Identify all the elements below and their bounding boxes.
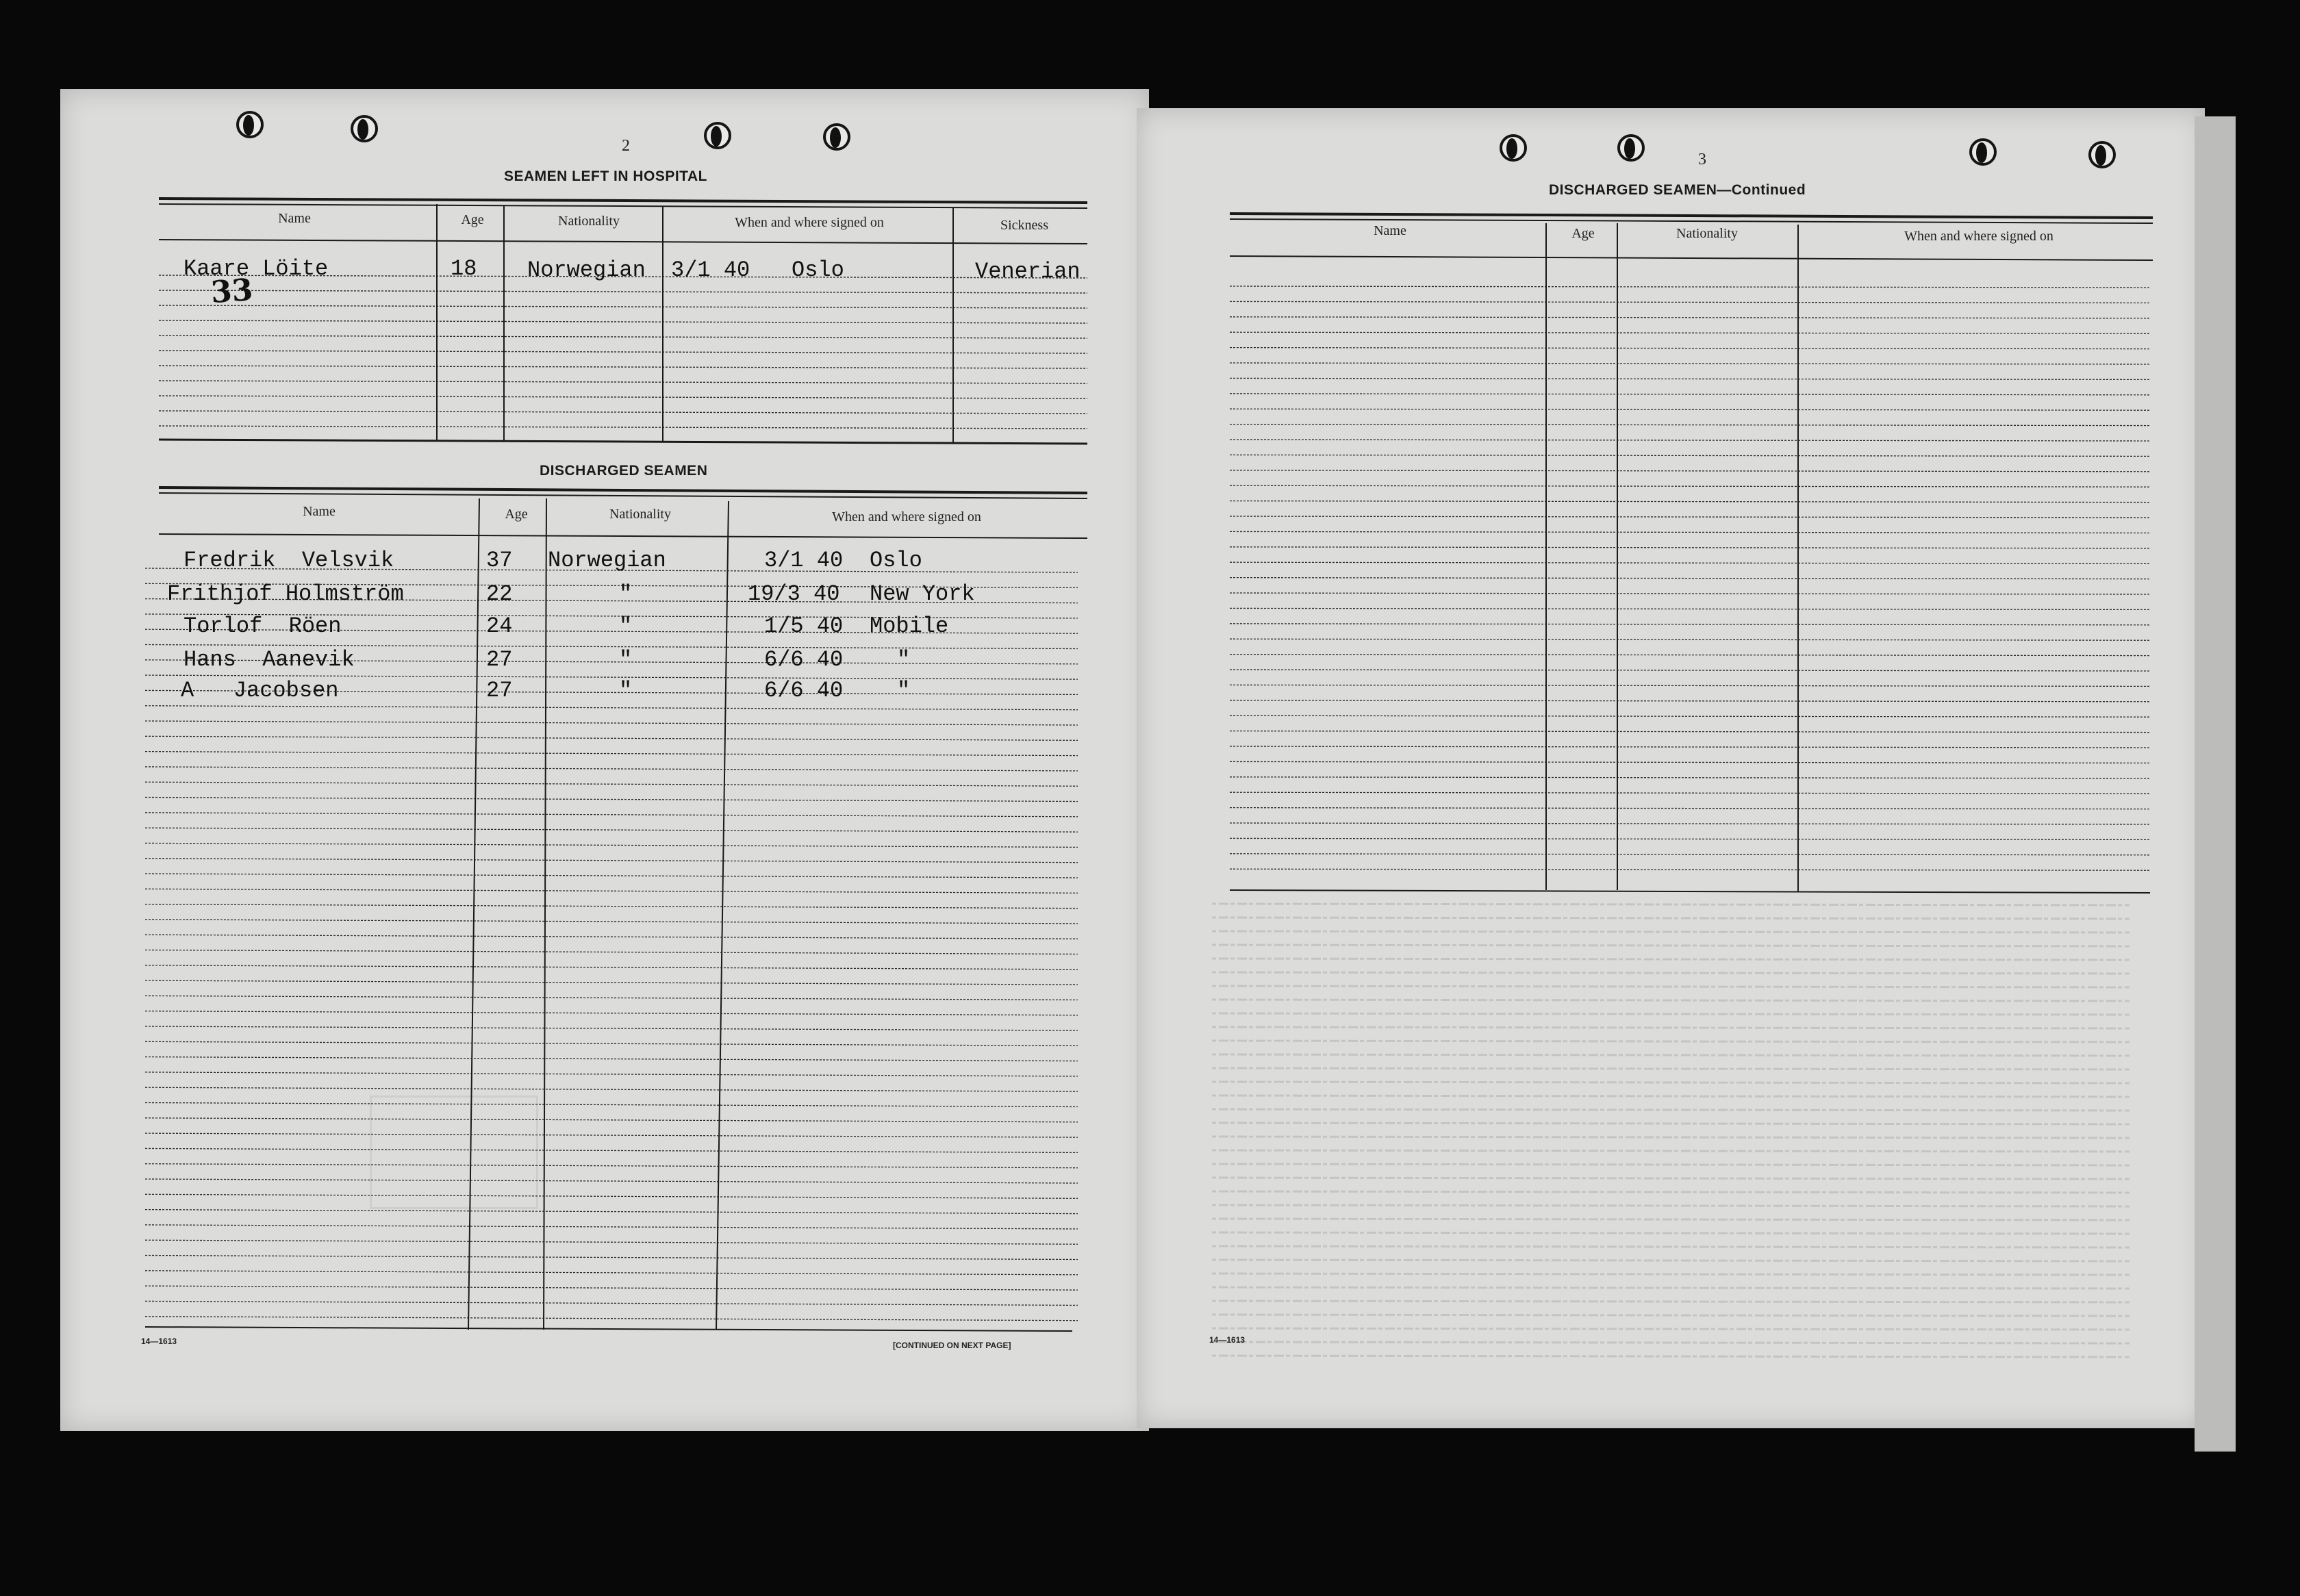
col-header-signed: When and where signed on: [832, 509, 981, 524]
rule-line: [1230, 578, 2150, 579]
discharged-place: Oslo: [870, 548, 922, 573]
rule-line: [1230, 531, 2150, 533]
rule-line: [1230, 394, 2150, 395]
bleed-through-line: [1212, 1095, 2130, 1097]
bleed-through-line: [1212, 986, 2130, 987]
bleed-through-line: [1212, 972, 2130, 974]
rule-line: [145, 721, 1078, 725]
rule-line: [1230, 348, 2150, 349]
hospital-name: Kaare Löite: [184, 256, 329, 281]
discharged-age: 27: [486, 647, 513, 672]
bleed-through-line: [1212, 1000, 2130, 1001]
discharged-age: 37: [486, 548, 513, 573]
bleed-through-line: [1212, 1082, 2130, 1083]
rule-line: [1230, 516, 2150, 518]
rule-line: [1230, 715, 2150, 717]
rule-line: [1230, 501, 2150, 503]
rule-line: [1230, 455, 2150, 456]
rule-line: [1230, 670, 2150, 671]
rule-line: [145, 1286, 1078, 1290]
col-header-nationality: Nationality: [609, 507, 671, 522]
rule-line: [1230, 808, 2150, 809]
rule-line: [145, 1148, 1078, 1152]
bleed-through-line: [1212, 1068, 2130, 1069]
rule-line: [1230, 608, 2150, 609]
rule-line: [145, 1103, 1078, 1107]
discharged-place: ": [897, 678, 911, 703]
rule-line: [145, 1026, 1078, 1030]
title-text: DISCHARGED SEAMEN: [1549, 182, 1717, 198]
table-top-rule: [159, 493, 1087, 498]
discharged-name: Fredrik Velsvik: [184, 548, 394, 573]
discharged-date: 3/1 40: [764, 548, 844, 573]
rule-line: [1230, 624, 2150, 625]
table-bottom-rule: [145, 1327, 1072, 1331]
col-header-age: Age: [1571, 226, 1595, 241]
rule-line: [1230, 792, 2150, 794]
rule-line: [145, 859, 1078, 863]
rule-line: [1230, 440, 2150, 441]
rule-line: [1230, 593, 2150, 594]
discharged-nationality: ": [619, 678, 633, 703]
col-header-signed: When and where signed on: [735, 215, 884, 230]
rule-line: [1230, 700, 2150, 702]
discharged-age: 22: [486, 581, 513, 607]
bleed-through-line: [1212, 1013, 2130, 1015]
rule-line: [1230, 823, 2150, 824]
rule-line: [145, 1240, 1078, 1244]
discharged-date: 19/3 40: [748, 581, 840, 607]
rule-line: [145, 1194, 1078, 1198]
discharged-nationality: ": [619, 613, 633, 639]
rule-line: [145, 920, 1078, 924]
discharged-age: 27: [486, 678, 513, 703]
discharged-nationality: Norwegian: [548, 548, 666, 573]
bleed-through-line: [1212, 1109, 2130, 1111]
rule-line: [145, 752, 1078, 756]
rule-line: [145, 1118, 1078, 1122]
table-top-rule: [159, 199, 1087, 203]
bleed-through-line: [1212, 1123, 2130, 1124]
col-header-name: Name: [278, 211, 311, 226]
col-header-nationality: Nationality: [558, 214, 620, 229]
bleed-through-line: [1212, 1315, 2130, 1316]
rule-line: [159, 351, 1087, 353]
bleed-through-line: [1212, 917, 2130, 919]
rule-line: [145, 706, 1078, 710]
hospital-nationality: Norwegian: [527, 257, 646, 283]
page-number: 2: [622, 137, 630, 155]
rule-line: [145, 1057, 1078, 1061]
rule-line: [1230, 301, 2150, 303]
discharged-date: 1/5 40: [764, 613, 844, 639]
rule-line: [145, 950, 1078, 954]
table-bottom-rule: [1230, 890, 2150, 893]
rule-line: [159, 366, 1087, 368]
form-number: 14—1613: [141, 1337, 177, 1346]
rule-line: [1230, 685, 2150, 686]
table-top-rule: [159, 487, 1087, 493]
rule-line: [1230, 838, 2150, 839]
rule-line: [1230, 317, 2150, 318]
rule-line: [145, 1072, 1078, 1076]
rule-line: [1230, 485, 2150, 487]
rule-line: [1230, 378, 2150, 379]
rule-line: [145, 736, 1078, 740]
bleed-through-line: [1212, 1178, 2130, 1179]
rule-line: [145, 1271, 1078, 1275]
rule-line: [145, 1087, 1078, 1091]
form-number: 14—1613: [1209, 1335, 1246, 1345]
discharged-name: Hans Aanevik: [184, 647, 355, 672]
rule-line: [1230, 854, 2150, 855]
hospital-place: Oslo: [792, 257, 844, 283]
rule-line: [159, 411, 1087, 414]
rule-line: [1230, 639, 2150, 640]
header-rule: [159, 240, 1087, 244]
rule-line: [145, 767, 1078, 771]
bleed-through-line: [1212, 1260, 2130, 1261]
bleed-through-line: [1212, 1301, 2130, 1302]
bleed-through-line: [1212, 1232, 2130, 1234]
rule-line: [145, 1301, 1078, 1305]
rule-line: [159, 426, 1087, 429]
rule-line: [145, 996, 1078, 1000]
rule-line: [1230, 746, 2150, 748]
bleed-through-line: [1212, 1041, 2130, 1042]
rule-line: [1230, 363, 2150, 364]
bleed-through-line: [1212, 959, 2130, 960]
rule-line: [1230, 547, 2150, 548]
continued-note: [CONTINUED ON NEXT PAGE]: [893, 1341, 1011, 1350]
bleed-through-line: [1212, 1287, 2130, 1289]
table-top-rule: [1230, 214, 2153, 218]
bleed-through-line: [1212, 1205, 2130, 1206]
bleed-through-line: [1212, 1164, 2130, 1165]
bleed-through-line: [1212, 1219, 2130, 1220]
bleed-through-line: [1212, 1054, 2130, 1056]
discharged-nationality: ": [619, 647, 633, 672]
hospital-sickness: Venerian: [975, 259, 1081, 284]
page-number: 3: [1698, 151, 1706, 168]
rule-line: [159, 335, 1087, 338]
col-header-signed: When and where signed on: [1904, 229, 2053, 244]
rule-line: [145, 1164, 1078, 1168]
bleed-through-line: [1212, 1328, 2130, 1330]
rule-line: [145, 1011, 1078, 1015]
column-rule: [468, 498, 479, 1330]
hospital-age: 18: [451, 256, 477, 281]
header-rule: [1230, 256, 2153, 260]
discharged-place: ": [897, 647, 911, 672]
bleed-through-line: [1212, 1150, 2130, 1152]
rule-line: [1230, 409, 2150, 410]
bleed-through-line: [1212, 1137, 2130, 1138]
rule-line: [159, 381, 1087, 383]
rule-line: [1230, 655, 2150, 656]
rule-line: [145, 1041, 1078, 1046]
rule-line: [145, 1317, 1078, 1321]
bleed-through-line: [1212, 1342, 2130, 1343]
col-header-nationality: Nationality: [1676, 226, 1738, 241]
rule-line: [1230, 731, 2150, 733]
rule-line: [145, 828, 1078, 832]
bleed-through-line: [1212, 1274, 2130, 1275]
rule-line: [159, 396, 1087, 398]
rule-line: [145, 874, 1078, 878]
discharged-place: New York: [870, 581, 975, 607]
col-header-age: Age: [505, 507, 528, 522]
handwritten-annotation: 33: [210, 272, 254, 311]
discharged-place: Mobile: [870, 613, 949, 639]
rule-line: [1230, 869, 2150, 870]
title-suffix: —Continued: [1717, 182, 1806, 198]
rule-line: [145, 843, 1078, 847]
bleed-through-line: [1212, 1027, 2130, 1028]
discharged-name: Torlof Röen: [184, 613, 342, 639]
rule-line: [145, 1179, 1078, 1183]
rule-line: [145, 1133, 1078, 1137]
section-title-discharged-continued: [1549, 182, 1806, 199]
rule-line: [145, 782, 1078, 786]
header-rule: [159, 534, 1087, 538]
rule-line: [145, 935, 1078, 939]
rule-line: [1230, 425, 2150, 426]
bleed-through-line: [1212, 931, 2130, 933]
col-header-sickness: Sickness: [1000, 218, 1048, 233]
rule-line: [145, 1225, 1078, 1229]
col-header-age: Age: [461, 212, 484, 227]
bleed-through-line: [1212, 1191, 2130, 1193]
table-top-rule: [159, 204, 1087, 208]
col-header-name: Name: [1374, 223, 1406, 238]
section-title-hospital: SEAMEN LEFT IN HOSPITAL: [504, 168, 707, 184]
discharged-name: Frithjof Holmström: [167, 581, 404, 607]
bleed-through-line: [1212, 1356, 2130, 1357]
rule-line: [1230, 286, 2150, 288]
rule-line: [1230, 777, 2150, 778]
discharged-nationality: ": [619, 581, 633, 607]
column-rule: [544, 498, 546, 1330]
discharged-name: A Jacobsen: [181, 678, 339, 703]
column-rule: [716, 501, 729, 1330]
rule-line: [1230, 761, 2150, 763]
discharged-date: 6/6 40: [764, 647, 844, 672]
rule-line: [145, 798, 1078, 802]
bleed-through-line: [1212, 945, 2130, 946]
rule-line: [145, 965, 1078, 970]
rule-line: [159, 305, 1087, 308]
rule-line: [159, 320, 1087, 323]
rule-line: [145, 980, 1078, 985]
rule-line: [1230, 470, 2150, 472]
rule-line: [1230, 562, 2150, 563]
rule-line: [145, 904, 1078, 909]
rule-line: [145, 813, 1078, 817]
rule-line: [1230, 332, 2150, 333]
discharged-date: 6/6 40: [764, 678, 844, 703]
bleed-through-line: [1212, 904, 2130, 905]
discharged-age: 24: [486, 613, 513, 639]
col-header-name: Name: [303, 504, 336, 519]
rule-line: [159, 290, 1087, 293]
rule-line: [145, 1256, 1078, 1260]
table-bottom-rule: [159, 440, 1087, 444]
rule-line: [145, 889, 1078, 893]
section-title-discharged: DISCHARGED SEAMEN: [540, 463, 708, 479]
hospital-date: 3/1 40: [671, 257, 750, 283]
rule-line: [145, 1210, 1078, 1214]
bleed-through-line: [1212, 1246, 2130, 1247]
